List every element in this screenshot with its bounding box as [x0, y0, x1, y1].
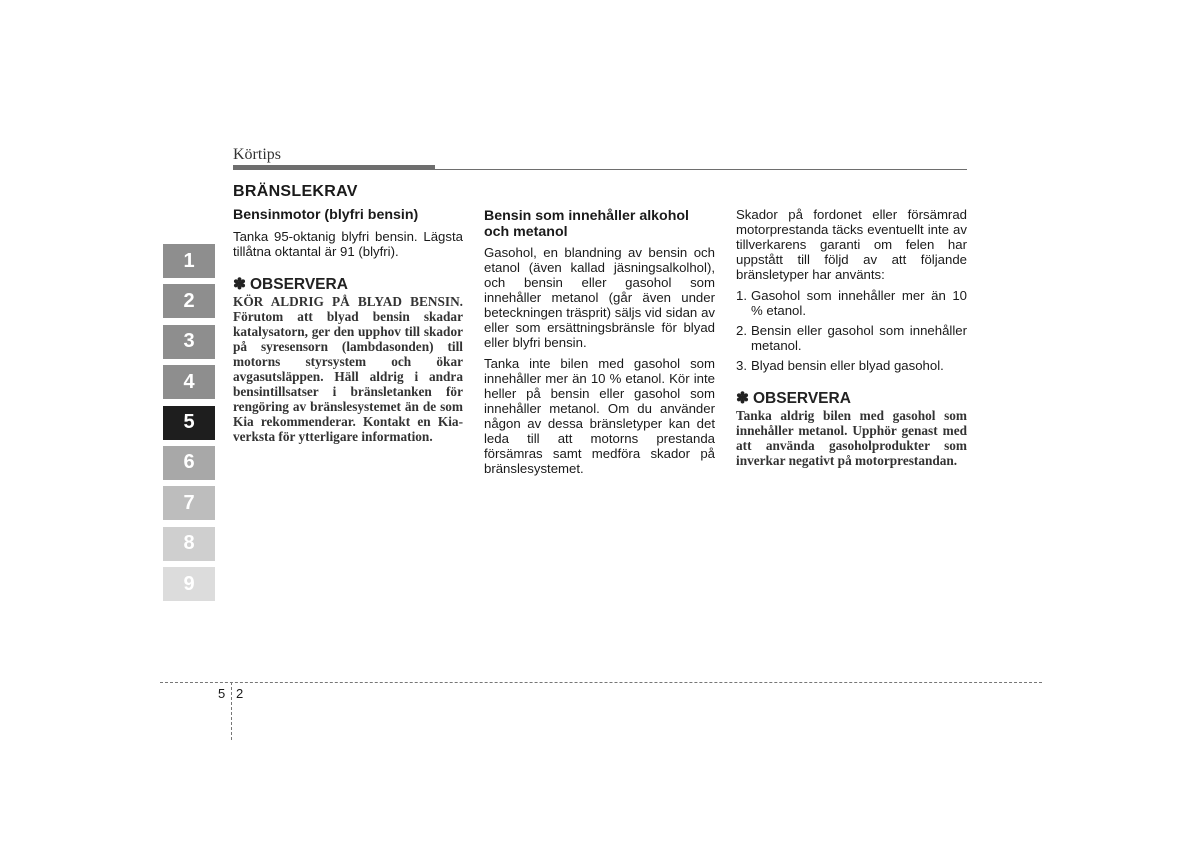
chapter-tab-8[interactable]: 8 [163, 527, 215, 561]
running-header: Körtips [233, 146, 281, 163]
column-3 [736, 207, 967, 468]
chapter-tab-7[interactable]: 7 [163, 486, 215, 520]
list-item: 2. Bensin eller gasohol som innehåller metanol. [736, 323, 967, 353]
page-number: 2 [236, 686, 244, 701]
col2-paragraph-1: Gasohol, en blandning av bensin och etanol (även kallad jäsningsalkolhol), och bensin eller gasohol som innehåller metanol (går även under beteckningen träsprit) säljs vid sidan av eller som ersättningsbränsle för blyad eller blyfri bensin. [484, 245, 715, 350]
col2-heading: Bensin som innehåller alkohol och metanol [484, 208, 689, 240]
col1-note-heading [233, 277, 463, 292]
col3-note-heading [736, 391, 967, 406]
col2-paragraph-2: Tanka inte bilen med gasohol som innehåller mer än 10 % etanol. Kör inte heller på bensin eller gasohol som innehåller metanol. Om du använder någon av dessa bränsletyper kan det leda till att motorns prestanda försämras samt medföra skador på bränslesystemet. [484, 356, 715, 476]
chapter-tab-9[interactable]: 9 [163, 567, 215, 601]
col1-note-text: KÖR ALDRIG PÅ BLYAD BENSIN. Förutom att blyad bensin skadar katalysatorn, ger den upphov till skador på syresensorn (lambdasonden) till motorns styrsystem och ökar avgasutsläppen. Häll aldrig i andra bensintillsatser i bränsletanken för rengöring av bränslesystemet än de som Kia rekommenderar. Kontakt en Kia-verksta för ytterligare information. [233, 294, 463, 444]
note-mark-icon: ✽ [233, 276, 246, 293]
col3-paragraph: Skador på fordonet eller försämrad motorprestanda täcks eventuellt inte av tillverkarens garanti om felen har uppstått till följd av att följande bränsletyper har använts: [736, 207, 967, 282]
footer-divider [231, 682, 232, 740]
footer-rule [160, 682, 1042, 683]
col1-paragraph: Tanka 95-oktanig blyfri bensin. Lägsta tillåtna oktantal är 91 (blyfri). [233, 229, 463, 259]
fuel-type-list [736, 288, 967, 373]
col3-note-text: Tanka aldrig bilen med gasohol som innehåller metanol. Upphör genast med att använda gasoholprodukter som inverkar negativt på motorprestandan. [736, 408, 967, 468]
note-mark-icon: ✽ [736, 390, 749, 407]
chapter-tab-6[interactable]: 6 [163, 446, 215, 480]
list-item: 3. Blyad bensin eller blyad gasohol. [736, 358, 944, 373]
col3-note-title: OBSERVERA [753, 390, 851, 407]
chapter-tab-1[interactable]: 1 [163, 244, 215, 278]
section-title: BRÄNSLEKRAV [233, 183, 358, 200]
col1-note-title: OBSERVERA [250, 276, 348, 293]
col1-heading: Bensinmotor (blyfri bensin) [233, 207, 419, 223]
chapter-tab-5[interactable]: 5 [163, 406, 215, 440]
list-item: 1. Gasohol som innehåller mer än 10 % etanol. [736, 288, 967, 318]
column-2 [484, 207, 715, 482]
header-bar [233, 165, 435, 170]
chapter-tabs [163, 244, 215, 608]
header-rule [435, 169, 967, 170]
column-1 [233, 207, 463, 444]
chapter-tab-3[interactable]: 3 [163, 325, 215, 359]
chapter-tab-2[interactable]: 2 [163, 284, 215, 318]
chapter-tab-4[interactable]: 4 [163, 365, 215, 399]
page-chapter-number: 5 [218, 686, 226, 701]
